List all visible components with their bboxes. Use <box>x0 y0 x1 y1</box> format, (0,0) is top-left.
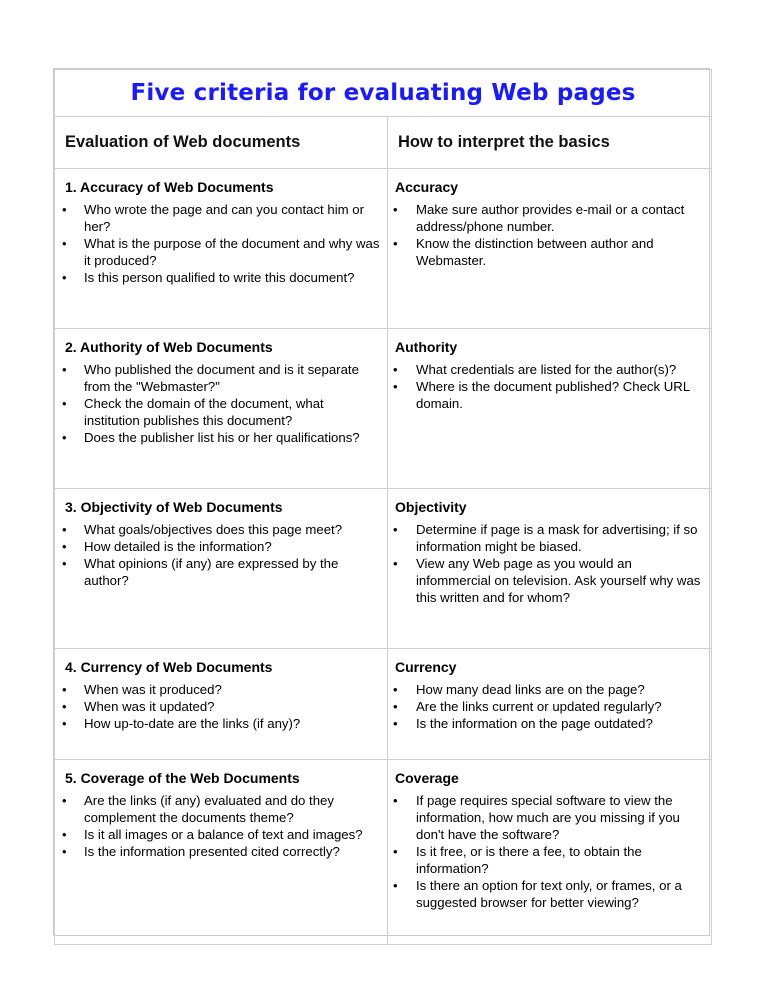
section-row-currency <box>55 649 712 760</box>
left-column-header-cell <box>55 117 388 169</box>
list-item: • What opinions (if any) are expressed by the author? <box>55 555 381 589</box>
list-item: • Is it free, or is there a fee, to obtain the information? <box>388 843 705 877</box>
list-item: • Is there an option for text only, or frames, or a suggested browser for better viewing? <box>388 877 705 911</box>
section-row-authority <box>55 329 712 489</box>
list-item: • Is the information on the page outdated? <box>388 715 705 732</box>
bullet-list <box>55 521 387 589</box>
bullet-list <box>55 792 387 860</box>
evaluation-cell <box>55 489 388 649</box>
section-row-accuracy <box>55 169 712 329</box>
section-heading: 1. Accuracy of Web Documents <box>65 179 274 195</box>
section-heading: Objectivity <box>395 499 467 515</box>
list-item: • Who wrote the page and can you contact him or her? <box>55 201 381 235</box>
list-item: • Who published the document and is it separate from the "Webmaster?" <box>55 361 381 395</box>
interpretation-cell <box>388 489 712 649</box>
section-heading: Authority <box>395 339 458 355</box>
bullet-list <box>388 792 711 911</box>
evaluation-cell <box>55 649 388 760</box>
interpretation-cell <box>388 649 712 760</box>
evaluation-cell <box>55 760 388 945</box>
list-item: • Is the information presented cited correctly? <box>55 843 381 860</box>
section-row-coverage <box>55 760 712 945</box>
section-row-objectivity <box>55 489 712 649</box>
list-item: • Where is the document published? Check URL domain. <box>388 378 705 412</box>
bullet-list <box>55 201 387 286</box>
bullet-list <box>388 521 711 606</box>
evaluation-cell <box>55 329 388 489</box>
list-item: • What goals/objectives does this page meet? <box>55 521 381 538</box>
section-heading: 2. Authority of Web Documents <box>65 339 273 355</box>
list-item: • Check the domain of the document, what institution publishes this document? <box>55 395 381 429</box>
list-item: • Know the distinction between author and Webmaster. <box>388 235 705 269</box>
list-item: • Is it all images or a balance of text and images? <box>55 826 381 843</box>
section-heading: Coverage <box>395 770 459 786</box>
list-item: • Are the links (if any) evaluated and do they complement the documents theme? <box>55 792 381 826</box>
bullet-list <box>388 201 711 269</box>
list-item: • What is the purpose of the document and why was it produced? <box>55 235 381 269</box>
right-column-header: How to interpret the basics <box>398 133 610 151</box>
criteria-table <box>54 69 712 945</box>
list-item: • Are the links current or updated regularly? <box>388 698 705 715</box>
list-item: • Make sure author provides e-mail or a contact address/phone number. <box>388 201 705 235</box>
bullet-list <box>388 681 711 732</box>
list-item: • When was it updated? <box>55 698 381 715</box>
list-item: • What credentials are listed for the author(s)? <box>388 361 705 378</box>
list-item: • How detailed is the information? <box>55 538 381 555</box>
bullet-list <box>55 361 387 446</box>
title-cell <box>55 70 712 117</box>
bullet-list <box>388 361 711 412</box>
right-column-header-cell <box>388 117 712 169</box>
section-heading: 5. Coverage of the Web Documents <box>65 770 300 786</box>
section-heading: Accuracy <box>395 179 459 195</box>
list-item: • Does the publisher list his or her qualifications? <box>55 429 381 446</box>
list-item: • How many dead links are on the page? <box>388 681 705 698</box>
evaluation-cell <box>55 169 388 329</box>
list-item: • Determine if page is a mask for advertising; if so information might be biased. <box>388 521 705 555</box>
section-heading: 4. Currency of Web Documents <box>65 659 273 675</box>
interpretation-cell <box>388 169 712 329</box>
document-sheet <box>53 68 710 936</box>
page-title: Five criteria for evaluating Web pages <box>130 80 636 106</box>
interpretation-cell <box>388 329 712 489</box>
bullet-list <box>55 681 387 732</box>
list-item: • How up-to-date are the links (if any)? <box>55 715 381 732</box>
section-heading: Currency <box>395 659 457 675</box>
list-item: • View any Web page as you would an infommercial on television. Ask yourself why was this written and for whom? <box>388 555 705 606</box>
section-heading: 3. Objectivity of Web Documents <box>65 499 283 515</box>
list-item: • Is this person qualified to write this document? <box>55 269 381 286</box>
list-item: • If page requires special software to view the information, how much are you missing if you don't have the software? <box>388 792 705 843</box>
left-column-header: Evaluation of Web documents <box>65 133 301 151</box>
interpretation-cell <box>388 760 712 945</box>
list-item: • When was it produced? <box>55 681 381 698</box>
